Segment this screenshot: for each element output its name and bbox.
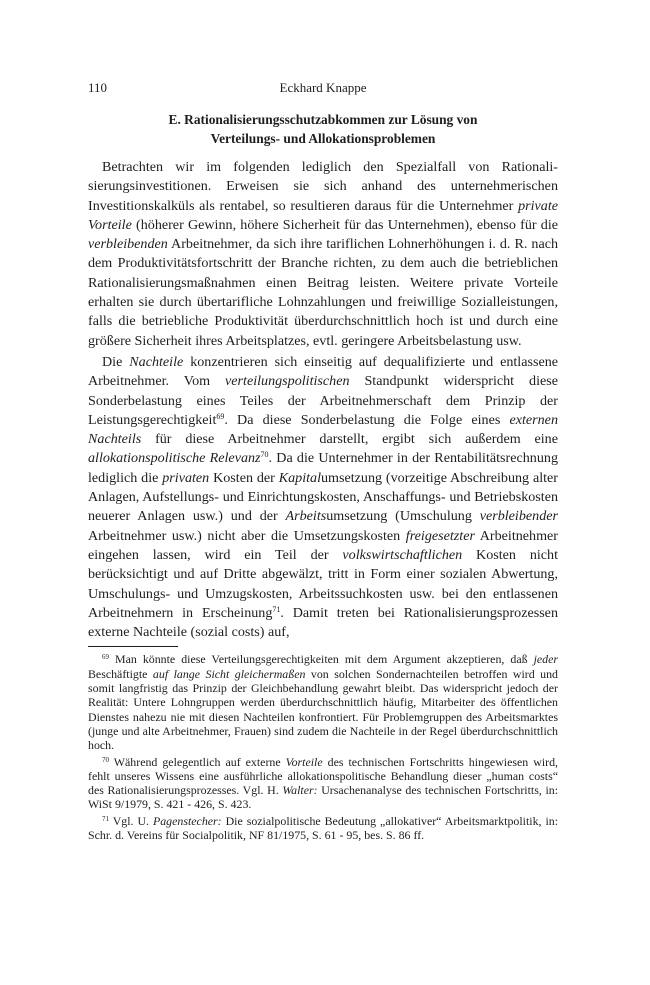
text-run: Betrachten wir im folgenden lediglich den Spezialfall von Rationalisierungsinvestitionen. Erweisen sie sich anhand des unternehmerischen Investitionskalküls als rentabel, so resultieren daraus für die Unternehmer — [88, 159, 558, 214]
italic-run: externen Nachteils — [88, 411, 558, 448]
section-heading-line-2: Verteilungs- und Allokationsproblemen — [210, 131, 436, 146]
footnote-ref-70[interactable]: 70 — [260, 450, 269, 460]
italic-run: allokationspolitische Relevanz — [88, 450, 261, 467]
text-run: umsetzung (Umschulung — [326, 508, 480, 525]
italic-run: volkswirtschaftlichen — [342, 546, 463, 563]
footnote-70 — [88, 755, 558, 812]
paragraph-1 — [88, 158, 558, 351]
text-run: von solchen Sondernachteilen betroffen wird und somit langfristig das Prinzip der Gleichbehandlung gewahrt bleibt. Das widerspricht jedoch der Realität: Untere Lohngruppen werden überdurchschnittlich häufig, Mitarbeiter des öffentlichen Dienstes nahezu nie mit diesen Nachteilen konfrontiert. Für Problemgruppen des Arbeitsmarktes (junge und alte Arbeitnehmer, Frauen) sind zudem die Nachteile in der Regel überdurchschnittlich hoch. — [88, 666, 559, 753]
text-run: Arbeitnehmer, da sich ihre tariflichen Lohnerhöhungen i. d. R. nach dem Produktivitätsfortschritt der Branche richten, zu dem auch die betrieblichen Rationalisierungsmaßnahmen einen Beitrag leisten. Weitere private Vorteile erhalten sie durch übertarifliche Lohnzahlungen und freiwillige Sozialleistungen, falls die betriebliche Produktivität überdurchschnittlich hoch ist und durch eine größere Sicherheit ihres Arbeitsplatzes, evtl. geringere Arbeitsbelastung usw. — [88, 236, 558, 349]
footnote-number: 69 — [102, 653, 109, 662]
text-run: Ursachenanalyse des technischen Fortschritts, in: WiSt 9/1979, S. 421 - 426, S. 423. — [88, 783, 559, 812]
footnote-divider — [88, 646, 178, 647]
text-run: konzentrieren sich einseitig auf dequalifizierte und entlassene Arbeitnehmer. Vom — [88, 353, 559, 390]
text-run: für diese Arbeitnehmer darstellt, ergibt sich außerdem eine — [141, 431, 558, 448]
italic-run: Pagenstecher: — [152, 813, 222, 828]
text-run: Kosten nicht berücksichtigt und auf Dritte abgewälzt, tritt in Form einer sozialen Abwertung, Umschulungs- und Umzugskosten, Arbeitssuchkosten usw. bei den entlassenen Arbeitnehmern in Erscheinung — [88, 546, 559, 621]
text-run: Vgl. U. — [109, 813, 153, 828]
text-run: Beschäftigte — [88, 666, 153, 681]
text-run: Arbeitnehmer eingehen lassen, wird ein Teil der — [88, 527, 559, 563]
text-run: . Damit treten bei Rationalisierungsprozessen externe Nachteile (sozial costs) auf, — [88, 604, 558, 641]
text-run: Arbeitnehmer usw.) nicht aber die Umsetzungskosten — [88, 527, 406, 544]
footnote-69 — [88, 652, 558, 752]
italic-run: verteilungspolitischen — [225, 373, 350, 390]
footnote-ref-69[interactable]: 69 — [216, 411, 225, 421]
page-header — [88, 78, 558, 98]
section-heading — [96, 110, 550, 148]
running-head: Eckhard Knappe — [279, 80, 367, 95]
text-run: Die sozialpolitische Bedeutung „allokativer“ Arbeitsmarktpolitik, in: Schr. d. Vereins für Socialpolitik, NF 81/1975, S. 61 - 95, bes. S. 86 ff. — [88, 813, 558, 842]
text-run: Während gelegentlich auf externe — [109, 754, 286, 769]
italic-run: freigesetzter — [405, 527, 475, 544]
text-run: (höherer Gewinn, höhere Sicherheit für das Unternehmen), ebenso für die — [131, 216, 558, 233]
italic-run: Walter: — [282, 783, 318, 798]
paragraph-2 — [88, 353, 558, 642]
italic-run: verbleibender — [479, 508, 558, 525]
italic-run: jeder — [533, 652, 558, 667]
italic-run: private Vorteile — [88, 197, 558, 233]
text-run: . Da diese Sonderbelastung die Folge eines — [224, 411, 510, 428]
italic-run: Kapital — [278, 469, 321, 486]
page-number: 110 — [88, 80, 108, 95]
text-run: Die — [102, 353, 130, 370]
section-heading-line-1: E. Rationalisierungsschutzabkommen zur Lösung von — [168, 112, 478, 127]
footnote-71 — [88, 814, 558, 843]
text-run: umsetzung (vorzeitige Abschreibung alter Anlagen, Aufstellungs- und Einrichtungskosten, Anschaffungs- und Betriebskosten neuerer Anlagen usw.) und der — [88, 469, 558, 525]
page — [88, 78, 558, 842]
footnote-ref-71[interactable]: 71 — [272, 604, 281, 614]
italic-run: verbleibenden — [88, 236, 168, 253]
text-run: des technischen Fortschritts hingewiesen wird, fehlt unseres Wissens eine ausführliche allokationspolitische Behandlung dieser „human costs“ des Rationalisierungsprozesses. Vgl. H. — [88, 754, 559, 798]
italic-run: auf lange Sicht gleichermaßen — [152, 666, 306, 681]
italic-run: privaten — [162, 469, 210, 486]
italic-run: Arbeits — [285, 508, 327, 525]
footnote-number: 71 — [102, 814, 109, 823]
text-run: Man könnte diese Verteilungsgerechtigkeiten mit dem Argument akzeptieren, daß — [109, 652, 534, 667]
italic-run: Nachteile — [129, 353, 184, 370]
text-run: Kosten der — [209, 469, 279, 486]
text-run: . Da die Unternehmer in der Rentabilitätsrechnung lediglich die — [88, 450, 558, 486]
italic-run: Vorteile — [285, 754, 323, 769]
text-run: Standpunkt widerspricht diese Sonderbelastung eines Teiles der Arbeitnehmerschaft dem Prinzip der Leistungsgerechtigkeit — [88, 373, 558, 428]
footnote-number: 70 — [102, 755, 109, 764]
